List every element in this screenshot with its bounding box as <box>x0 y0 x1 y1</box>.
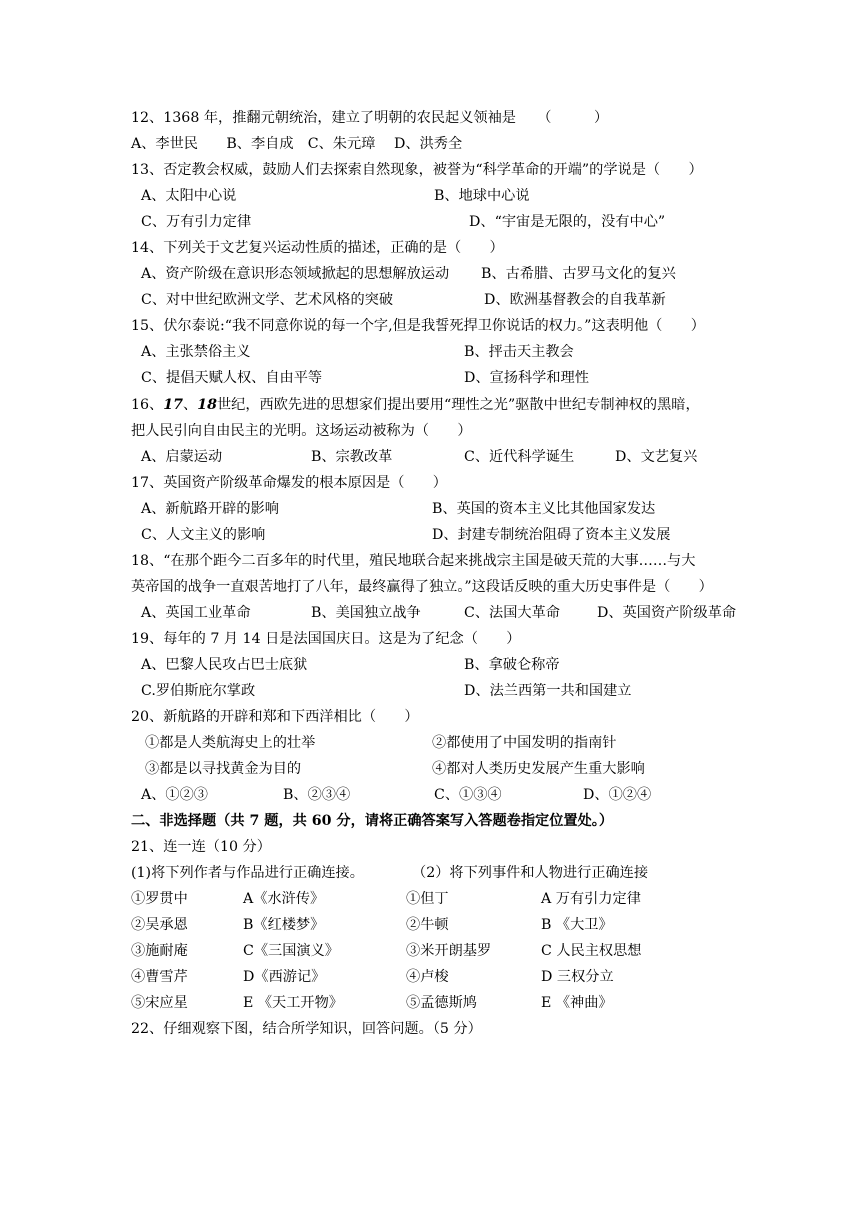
option-d: D、文艺复兴 <box>615 449 698 465</box>
question-19-stem: 19、每年的 7 月 14 日是法国国庆日。这是为了纪念（ ） <box>131 631 521 647</box>
statement-4: ④都对人类历史发展产生重大影响 <box>432 761 645 777</box>
question-22-stem: 22、仔细观察下图，结合所学知识，回答问题。（5 分） <box>131 1021 482 1037</box>
author: ①罗贯中 <box>131 891 188 907</box>
question-17-stem: 17、英国资产阶级革命爆发的根本原因是（ ） <box>131 475 447 491</box>
section-2-title: 二、非选择题（共 7 题，共 60 分，请将正确答案写入答题卷指定位置处。） <box>131 813 614 829</box>
question-16-number: 16、 <box>131 397 164 413</box>
work: D《西游记》 <box>243 969 326 985</box>
option-b: B、地球中心说 <box>434 188 530 204</box>
question-15-stem: 15、伏尔泰说:“我不同意你说的每一个字,但是我誓死捍卫你说话的权力。”这表明他（ ） <box>131 318 705 334</box>
question-14-stem: 14、下列关于文艺复兴运动性质的描述，正确的是（ ） <box>131 240 504 256</box>
person: ③米开朗基罗 <box>406 943 492 959</box>
option-d: D、①②④ <box>583 787 652 803</box>
option-c: C、近代科学诞生 <box>464 449 575 465</box>
option-c: C、对中世纪欧洲文学、艺术风格的突破 <box>141 292 394 308</box>
option-a: A、启蒙运动 <box>141 449 223 465</box>
option-b: B、抨击天主教会 <box>464 344 574 360</box>
option-a: A、英国工业革命 <box>141 605 251 621</box>
work: B《红楼梦》 <box>243 917 325 933</box>
question-21-part2: （2）将下列事件和人物进行正确连接 <box>412 865 649 881</box>
work: C《三国演义》 <box>243 943 339 959</box>
option-a: A、①②③ <box>141 787 208 803</box>
option-b: B、宗教改革 <box>311 449 393 465</box>
century-18: 18 <box>197 397 217 413</box>
century-17: 17 <box>163 397 183 413</box>
question-18-stem2: 英帝国的战争一直艰苦地打了八年，最终赢得了独立。”这段话反映的重大历史事件是（ ） <box>131 579 713 595</box>
option-b: B、英国的资本主义比其他国家发达 <box>432 501 656 517</box>
statement-3: ③都是以寻找黄金为目的 <box>145 761 302 777</box>
option-a: A、太阳中心说 <box>141 188 237 204</box>
option-c: C、万有引力定律 <box>141 214 252 230</box>
option-c: C、①③④ <box>434 787 502 803</box>
item: B 《大卫》 <box>541 917 613 933</box>
question-16-stem <box>131 392 700 418</box>
person: ⑤孟德斯鸠 <box>406 995 477 1011</box>
work: E 《天工开物》 <box>243 995 343 1011</box>
option-b: B、拿破仑称帝 <box>464 657 560 673</box>
item: E 《神曲》 <box>541 995 613 1011</box>
author: ④曹雪芹 <box>131 969 188 985</box>
statement-1: ①都是人类航海史上的壮举 <box>145 735 316 751</box>
author: ③施耐庵 <box>131 943 188 959</box>
author: ②吴承恩 <box>131 917 188 933</box>
option-d: D、封建专制统治阻碍了资本主义发展 <box>432 527 671 543</box>
option-d: D、英国资产阶级革命 <box>597 605 737 621</box>
option-d: D、宣扬科学和理性 <box>464 370 589 386</box>
option-d: D、法兰西第一共和国建立 <box>464 683 632 699</box>
author: ⑤宋应星 <box>131 995 188 1011</box>
question-21-part1: (1)将下列作者与作品进行正确连接。 <box>131 865 364 881</box>
option-b: B、美国独立战争 <box>311 605 421 621</box>
option-b: B、②③④ <box>283 787 351 803</box>
person: ④卢梭 <box>406 969 449 985</box>
item: A 万有引力定律 <box>541 891 641 907</box>
statement-2: ②都使用了中国发明的指南针 <box>432 735 617 751</box>
option-a: A、主张禁俗主义 <box>141 344 251 360</box>
option-c: C.罗伯斯庇尔掌政 <box>141 683 256 699</box>
question-21-title: 21、连一连（10 分） <box>131 839 271 855</box>
work: A《水浒传》 <box>243 891 325 907</box>
question-16-stem-rest: 世纪，西欧先进的思想家们提出要用“理性之光”驱散中世纪专制神权的黑暗， <box>216 397 700 413</box>
person: ②牛顿 <box>406 917 449 933</box>
question-18-stem: 18、“在那个距今二百多年的时代里，殖民地联合起来挑战宗主国是破天荒的大事……与大 <box>131 553 696 569</box>
option-c: C、人文主义的影响 <box>141 527 266 543</box>
item: C 人民主权思想 <box>541 943 642 959</box>
option-a: A、巴黎人民攻占巴士底狱 <box>141 657 308 673</box>
item: D 三权分立 <box>541 969 614 985</box>
separator: 、 <box>183 397 198 413</box>
option-b: B、古希腊、古罗马文化的复兴 <box>481 266 676 282</box>
question-12-stem: 12、1368 年，推翻元朝统治，建立了明朝的农民起义领袖是 （ ） <box>131 110 609 126</box>
option-d: D、“宇宙是无限的，没有中心” <box>469 214 666 230</box>
question-13-stem: 13、否定教会权威，鼓励人们去探索自然现象，被誉为“科学革命的开端”的学说是（ ） <box>131 162 703 178</box>
option-c: C、提倡天赋人权、自由平等 <box>141 370 323 386</box>
question-12-options-text: A、李世民 B、李自成 C、朱元璋 D、洪秀全 <box>131 136 463 152</box>
option-c: C、法国大革命 <box>464 605 560 621</box>
option-a: A、资产阶级在意识形态领域掀起的思想解放运动 <box>141 266 450 282</box>
question-16-stem2: 把人民引向自由民主的光明。这场运动被称为（ ） <box>131 423 472 439</box>
question-20-stem: 20、新航路的开辟和郑和下西洋相比（ ） <box>131 709 419 725</box>
option-a: A、新航路开辟的影响 <box>141 501 279 517</box>
person: ①但丁 <box>406 891 449 907</box>
option-d: D、欧洲基督教会的自我革新 <box>484 292 666 308</box>
